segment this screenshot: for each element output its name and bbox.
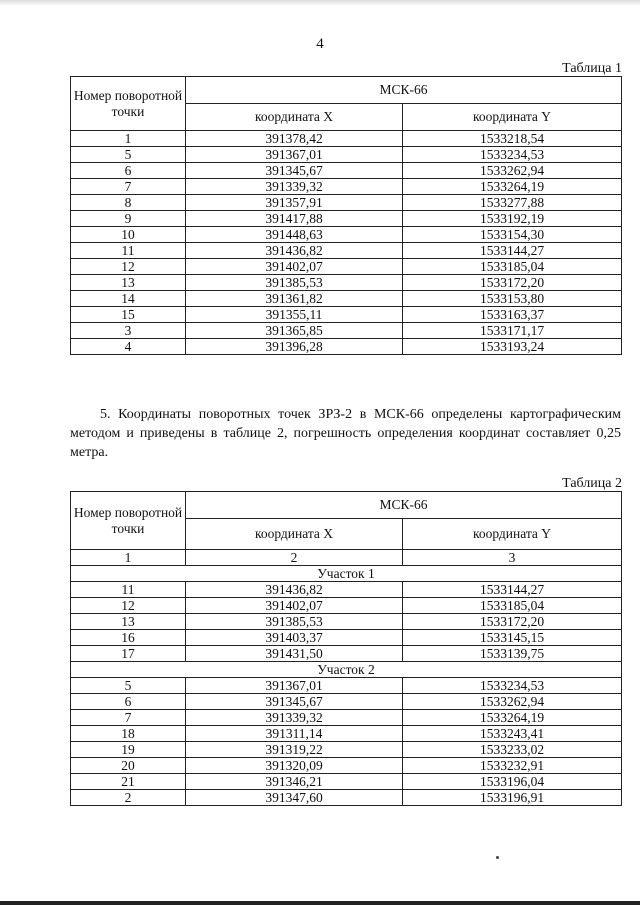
coord-x: 391311,14 — [186, 726, 403, 742]
coord-x: 391355,11 — [186, 307, 403, 323]
coord-y: 1533153,80 — [403, 291, 622, 307]
table-row — [71, 163, 622, 179]
coord-x: 391402,07 — [186, 259, 403, 275]
coord-x: 391345,67 — [186, 163, 403, 179]
table-row — [71, 307, 622, 323]
table-row — [71, 598, 622, 614]
point-number: 12 — [71, 259, 186, 275]
table-row — [71, 758, 622, 774]
section-title: Участок 1 — [71, 566, 622, 582]
table-row — [71, 646, 622, 662]
coord-y: 1533193,24 — [403, 339, 622, 355]
table1-caption: Таблица 1 — [562, 61, 622, 76]
point-number: 13 — [71, 275, 186, 291]
coord-y: 1533185,04 — [403, 259, 622, 275]
coord-y: 1533192,19 — [403, 211, 622, 227]
coord-x: 391417,88 — [186, 211, 403, 227]
coord-y: 1533172,20 — [403, 275, 622, 291]
table-row — [71, 742, 622, 758]
coord-x: 391378,42 — [186, 131, 403, 147]
coord-x: 391361,82 — [186, 291, 403, 307]
table2-header-point: Номер поворотной точки — [71, 492, 186, 550]
table-row — [71, 131, 622, 147]
point-number: 20 — [71, 758, 186, 774]
point-number: 2 — [71, 790, 186, 806]
point-number: 12 — [71, 598, 186, 614]
coord-x: 391345,67 — [186, 694, 403, 710]
page-number: 4 — [316, 36, 324, 52]
coord-x: 391320,09 — [186, 758, 403, 774]
coord-x: 391402,07 — [186, 598, 403, 614]
coord-x: 391365,85 — [186, 323, 403, 339]
table1 — [70, 76, 622, 355]
table2-caption: Таблица 2 — [562, 476, 622, 491]
coord-y: 1533233,02 — [403, 742, 622, 758]
table2-header-y: координата Y — [403, 519, 622, 550]
table-row — [71, 227, 622, 243]
point-number: 5 — [71, 678, 186, 694]
table-row — [71, 195, 622, 211]
table-row — [71, 243, 622, 259]
table2-header-x: координата X — [186, 519, 403, 550]
coord-y: 1533144,27 — [403, 582, 622, 598]
coord-x: 391367,01 — [186, 678, 403, 694]
table2-colnum-1: 1 — [71, 550, 186, 566]
coord-x: 391431,50 — [186, 646, 403, 662]
table-row — [71, 179, 622, 195]
table-row — [71, 147, 622, 163]
coord-y: 1533264,19 — [403, 179, 622, 195]
coord-x: 391448,63 — [186, 227, 403, 243]
table-row — [71, 339, 622, 355]
table-row — [71, 726, 622, 742]
table2-colnum-2: 2 — [186, 550, 403, 566]
coord-x: 391357,91 — [186, 195, 403, 211]
coord-x: 391385,53 — [186, 275, 403, 291]
point-number: 1 — [71, 131, 186, 147]
paragraph-item-5: 5. Координаты поворотных точек ЗРЗ-2 в МСК-66 определены картографическим методом и приведены в таблице 2, погрешность определения координат составляет 0,25 метра. — [70, 407, 621, 460]
coord-y: 1533145,15 — [403, 630, 622, 646]
point-number: 7 — [71, 179, 186, 195]
coord-x: 391319,22 — [186, 742, 403, 758]
coord-y: 1533262,94 — [403, 694, 622, 710]
table2-header-system: МСК-66 — [186, 492, 622, 519]
point-number: 14 — [71, 291, 186, 307]
point-number: 15 — [71, 307, 186, 323]
coord-x: 391436,82 — [186, 243, 403, 259]
table-row — [71, 790, 622, 806]
table1-body — [71, 131, 622, 355]
coord-y: 1533243,41 — [403, 726, 622, 742]
coord-y: 1533234,53 — [403, 678, 622, 694]
table2-body — [71, 566, 622, 806]
coord-y: 1533185,04 — [403, 598, 622, 614]
coord-y: 1533196,91 — [403, 790, 622, 806]
coord-x: 391339,32 — [186, 710, 403, 726]
point-number: 19 — [71, 742, 186, 758]
coord-x: 391347,60 — [186, 790, 403, 806]
point-number: 6 — [71, 163, 186, 179]
section-row — [71, 566, 622, 582]
table1-header-y: координата Y — [403, 104, 622, 131]
table-row — [71, 259, 622, 275]
coord-y: 1533163,37 — [403, 307, 622, 323]
table-row — [71, 694, 622, 710]
coord-y: 1533277,88 — [403, 195, 622, 211]
scan-speck — [496, 856, 499, 859]
table-row — [71, 323, 622, 339]
table-row — [71, 630, 622, 646]
coord-y: 1533154,30 — [403, 227, 622, 243]
point-number: 8 — [71, 195, 186, 211]
point-number: 6 — [71, 694, 186, 710]
table1-header-point: Номер поворотной точки — [71, 77, 186, 131]
coord-y: 1533196,04 — [403, 774, 622, 790]
coord-y: 1533172,20 — [403, 614, 622, 630]
point-number: 9 — [71, 211, 186, 227]
point-number: 4 — [71, 339, 186, 355]
point-number: 5 — [71, 147, 186, 163]
point-number: 18 — [71, 726, 186, 742]
table-row — [71, 710, 622, 726]
coord-x: 391436,82 — [186, 582, 403, 598]
table2 — [70, 491, 622, 806]
table2-colnum-3: 3 — [403, 550, 622, 566]
coord-y: 1533262,94 — [403, 163, 622, 179]
table-row — [71, 774, 622, 790]
coord-y: 1533232,91 — [403, 758, 622, 774]
scan-bottom-edge — [0, 901, 640, 905]
coord-y: 1533234,53 — [403, 147, 622, 163]
point-number: 11 — [71, 243, 186, 259]
table-row — [71, 275, 622, 291]
coord-x: 391339,32 — [186, 179, 403, 195]
coord-y: 1533264,19 — [403, 710, 622, 726]
point-number: 7 — [71, 710, 186, 726]
point-number: 3 — [71, 323, 186, 339]
point-number: 13 — [71, 614, 186, 630]
table-row — [71, 291, 622, 307]
scan-top-edge — [0, 0, 640, 6]
coord-y: 1533171,17 — [403, 323, 622, 339]
point-number: 21 — [71, 774, 186, 790]
coord-x: 391385,53 — [186, 614, 403, 630]
coord-y: 1533144,27 — [403, 243, 622, 259]
table-row — [71, 211, 622, 227]
point-number: 11 — [71, 582, 186, 598]
point-number: 16 — [71, 630, 186, 646]
coord-y: 1533139,75 — [403, 646, 622, 662]
table1-header-system: МСК-66 — [186, 77, 622, 104]
coord-x: 391396,28 — [186, 339, 403, 355]
section-title: Участок 2 — [71, 662, 622, 678]
point-number: 10 — [71, 227, 186, 243]
table-row — [71, 678, 622, 694]
point-number: 17 — [71, 646, 186, 662]
coord-y: 1533218,54 — [403, 131, 622, 147]
coord-x: 391367,01 — [186, 147, 403, 163]
coord-x: 391403,37 — [186, 630, 403, 646]
table-row — [71, 582, 622, 598]
section-row — [71, 662, 622, 678]
coord-x: 391346,21 — [186, 774, 403, 790]
table1-header-x: координата X — [186, 104, 403, 131]
table-row — [71, 614, 622, 630]
